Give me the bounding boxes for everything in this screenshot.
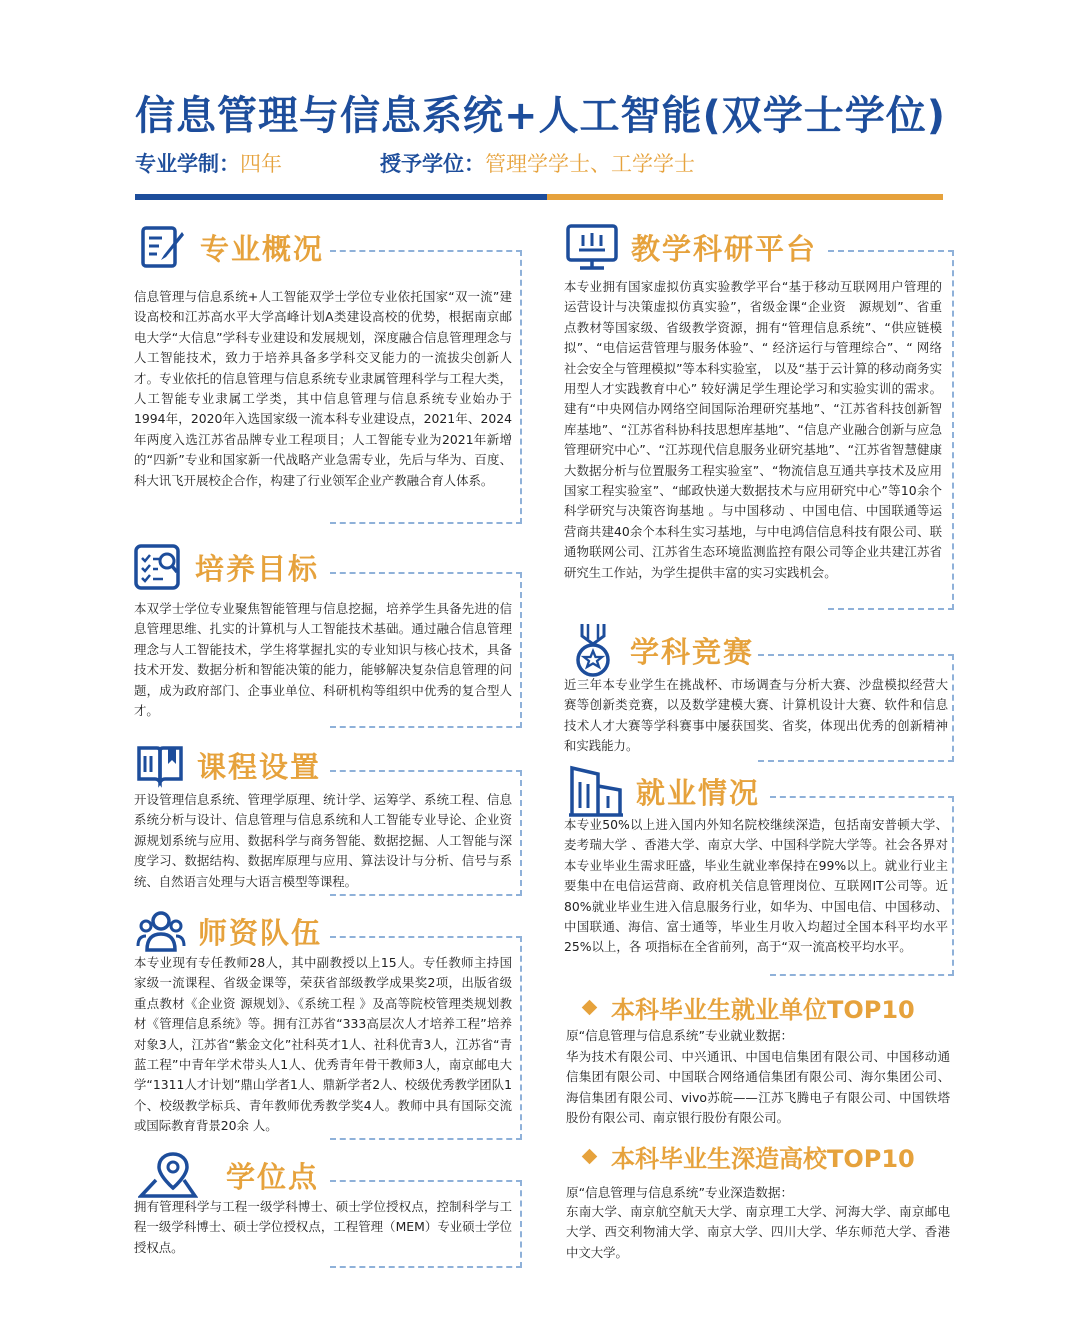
platform-title: 教学科研平台 [631, 231, 818, 266]
degree-points-title: 学位点 [226, 1159, 320, 1194]
duration-label: 专业学制： [135, 152, 240, 176]
top-employers-text: 华为技术有限公司、中兴通讯、中国电信集团有限公司、中国移动通信集团有限公司、中国联合网络通信集团有限公司、海尔集团公司、海信集团有限公司、vivo苏皖——江苏飞腾电子有限公司、中国铁塔股份有限公司、南京银行股份有限公司。 [566, 1049, 950, 1126]
edit-document-icon [138, 222, 188, 272]
competition-text: 近三年本专业学生在挑战杯、市场调查与分析大赛、沙盘模拟经营大赛等创新类竞赛，以及数学建模大赛、计算机设计大赛、软件和信息技术人才大赛等学科赛事中屡获国奖、省奖，体现出优秀的创新精神和实践能力。 [564, 677, 948, 754]
faculty-text: 本专业现有专任教师28人，其中副教授以上15人。专任教师主持国家级一流课程、省级金课等，荣获省部级教学成果奖2项，出版省级重点教材《企业资 源规划》、《系统工程 》及高等院校管理类规划教 材《管理信息系统》等。拥有江苏省“333高层次人才培养工程”培养对象3人，江苏省“紫金文化”社科英才1人、社科优青3人，江苏省“青蓝工程”中青年学术带头人1人、优秀青年骨干教师3人，南京邮电大学“1311人才计划”鼎山学者1人、鼎新学者2人、校级优秀教学团队1个、校级教学标兵、青年教师优秀教学奖4人。教师中具有国际交流或国际教育背景20余 人。 [134, 955, 512, 1134]
diamond-bullet-icon [582, 1149, 598, 1165]
employment-text: 本专业50%以上进入国内外知名院校继续深造，包括南安普顿大学、麦考瑞大学 、香港大学、南京大学、中国科学院大学等。社会各界对本专业毕业生需求旺盛，毕业生就业率保持在99%以上。就业行业主要集中在电信运营商、政府机关信息管理岗位、互联网IT公司等。近80%就业毕业生进入信息服务行业，如华为、中国电信、中国移动、中国联通、海信、富士通等，毕业生月收入均超过全国本科平均水平25%以上，各 项指标在全省前列，高于“双一流高校平均水平。 [564, 817, 948, 955]
platform-text: 本专业拥有国家虚拟仿真实验教学平台“基于移动互联网用户管理的运营设计与决策虚拟仿真实验”，省级金课“企业资 源规划”、省重点教材等国家级、省级教学资源，拥有“管理信息系统”、“供应链模拟”、“电信运营管理与服务体验”、“ 经济运行与管理综合”、“ 网络社会安全与管理模拟”等本科实验室， 以及“基于云计算的移动商务实用型人才实践教育中心” 较好满足学生理论学习和实验实训的需求。建有“中央网信办网络空间国际治理研究基地”、“江苏省科技创新智库基地”、“江苏省科协科技思想库基地”、“信息产业融合创新与应急管理研究中心”、“江苏现代信息服务业研究基地”、“江苏省智慧健康大数据分析与位置服务工程实验室”、“物流信息互通共享技术及应用国家工程实验室”、“邮政快递大数据技术与应用研究中心”等10余个科学研究与决策咨询基地 。与中国移动 、中国电信、中国联通等运营商共建40余个本科生实习基地，与中电鸿信信息科技有限公司、联通物联网公司、江苏省生态环境监测监控有限公司等企业共建江苏省研究生工作站，为学生提供丰富的实习实践机会。 [564, 279, 942, 580]
header-divider-blue [135, 194, 547, 200]
people-group-icon [136, 906, 186, 956]
building-icon [568, 764, 624, 818]
degree-value: 管理学学士、工学学士 [485, 152, 695, 176]
goal-text: 本双学士学位专业聚焦智能管理与信息挖掘，培养学生具备先进的信息管理思维、扎实的计算机与人工智能技术基础。通过融合信息管理理念与人工智能技术，学生将掌握扎实的专业知识与核心技术，具备技术开发、数据分析和智能决策的能力，能够解决复杂信息管理的问题，成为政府部门、企事业单位、科研机构等组织中优秀的复合型人才。 [134, 601, 512, 719]
top-employers-header [584, 990, 915, 1025]
header-divider-orange [547, 194, 943, 200]
degree-points-header [138, 1150, 319, 1200]
duration-row [135, 148, 282, 178]
employment-header [568, 764, 760, 818]
map-pin-icon [138, 1150, 198, 1200]
overview-title: 专业概况 [200, 231, 325, 266]
open-book-icon [135, 740, 185, 790]
degree-row [380, 148, 695, 178]
top-employers-title: 本科毕业生就业单位TOP10 [611, 996, 915, 1024]
degree-label: 授予学位： [380, 152, 485, 176]
overview-text: 信息管理与信息系统+人工智能双学士学位专业依托国家“双一流”建设高校和江苏高水平大学高峰计划A类建设高校的优势，根据南京邮电大学“大信息”学科专业建设和发展规划，深度融合信息管理理念与人工智能技术，致力于培养具备多学科交叉能力的一流拔尖创新人才。专业依托的信息管理与信息系统专业隶属管理科学与工程大类，人工智能专业隶属工学类，其中信息管理与信息系统专业始办于1994年，2020年入选国家级一流本科专业建设点，2021年、2024年两度入选江苏省品牌专业工程项目；人工智能专业为2021年新增的“四新”专业和国家新一代战略产业急需专业，先后与华为、百度、科大讯飞开展校企合作，构建了行业领军企业产教融合育人体系。 [134, 289, 512, 488]
top-schools-header [584, 1139, 915, 1174]
courses-header [135, 740, 321, 790]
goal-title: 培养目标 [195, 551, 320, 586]
top-employers-subtitle: 原“信息管理与信息系统”专业就业数据： [566, 1028, 794, 1043]
monitor-icon [565, 222, 619, 272]
diamond-bullet-icon [582, 1000, 598, 1016]
checklist-search-icon [133, 542, 183, 592]
medal-icon [568, 622, 618, 678]
top-schools-title: 本科毕业生深造高校TOP10 [611, 1145, 915, 1173]
courses-title: 课程设置 [197, 749, 322, 784]
degree-points-text: 拥有管理科学与工程一级学科博士、硕士学位授权点，控制科学与工程一级学科博士、硕士学位授权点，工程管理（MEM）专业硕士学位授权点。 [134, 1199, 512, 1255]
competition-header [568, 622, 754, 678]
courses-text: 开设管理信息系统、管理学原理、统计学、运筹学、系统工程、信息系统分析与设计、信息管理与信息系统和人工智能专业导论、企业资源规划系统与应用、数据科学与商务智能、数据挖掘、人工智能与深度学习、数据结构、数据库原理与应用、算法设计与分析、信号与系统、自然语言处理与大语言模型等课程。 [134, 792, 512, 889]
faculty-header [136, 906, 322, 956]
overview-header [138, 222, 324, 272]
page-title: 信息管理与信息系统+人工智能(双学士学位) [135, 93, 947, 139]
faculty-title: 师资队伍 [198, 915, 323, 950]
goal-header [133, 542, 319, 592]
employment-title: 就业情况 [636, 775, 761, 810]
competition-title: 学科竞赛 [630, 634, 755, 669]
duration-value: 四年 [240, 152, 282, 176]
top-schools-subtitle: 原“信息管理与信息系统”专业深造数据： [566, 1185, 794, 1200]
platform-header [565, 222, 817, 272]
top-schools-text: 东南大学、南京航空航天大学、南京理工大学、河海大学、南京邮电大学、西交利物浦大学、南京大学、四川大学、华东师范大学、香港中文大学。 [566, 1204, 950, 1260]
